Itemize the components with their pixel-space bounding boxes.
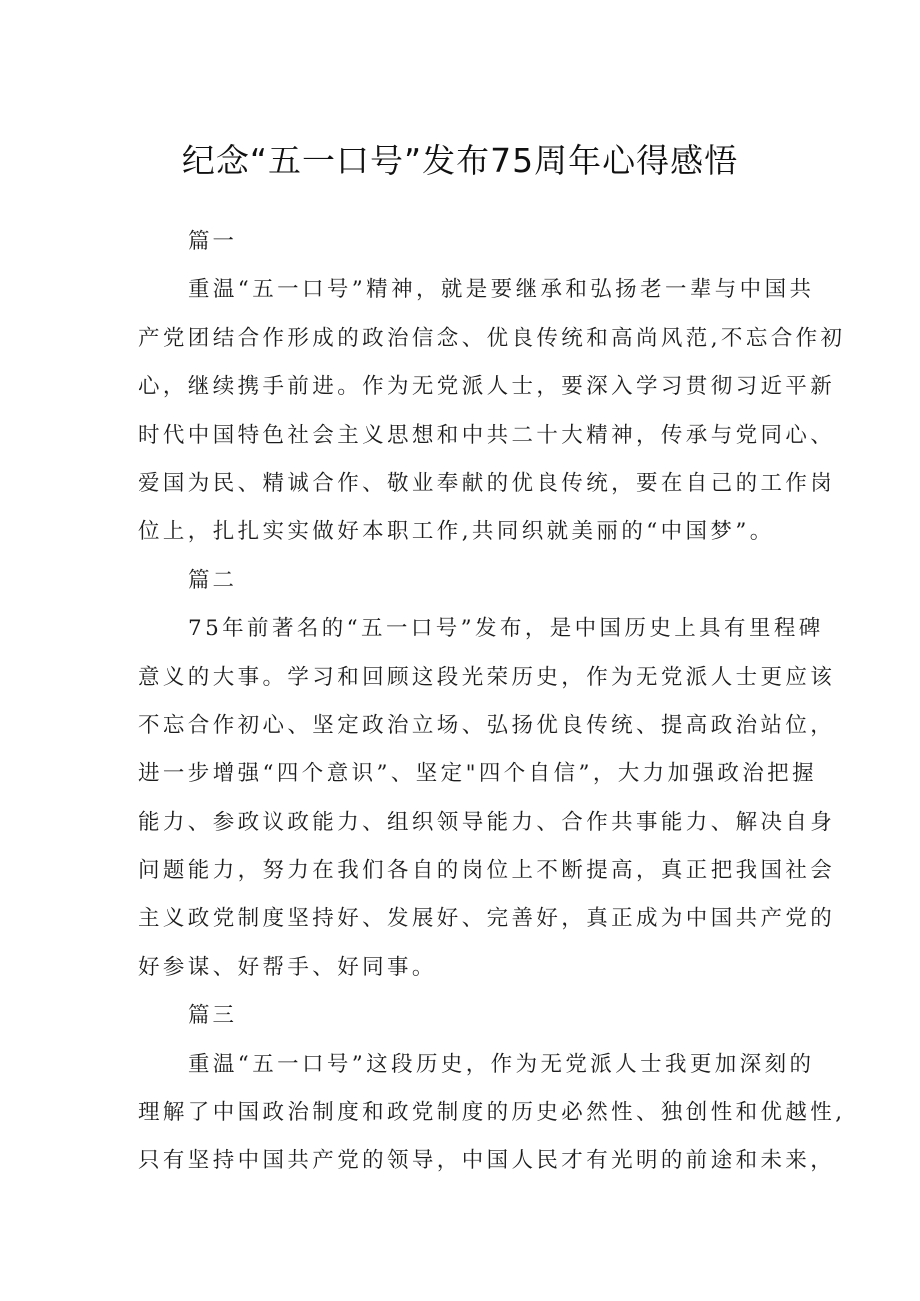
paragraph-line: 心，继续携手前进。作为无党派人士，要深入学习贯彻习近平新 xyxy=(138,374,836,400)
paragraph-line: 问题能力，努力在我们各自的岗位上不断提高，真正把我国社会 xyxy=(138,858,836,884)
paragraph-line: 好参谋、好帮手、好同事。 xyxy=(138,954,437,980)
paragraph-line: 只有坚持中国共产党的领导，中国人民才有光明的前途和未来， xyxy=(138,1148,836,1174)
section-heading: 篇二 xyxy=(188,567,238,593)
section-heading: 篇三 xyxy=(188,1003,238,1029)
document-body xyxy=(138,218,846,1186)
paragraph-line: 产党团结合作形成的政治信念、优良传统和高尚风范,不忘合作初 xyxy=(138,325,846,351)
paragraph-line: 主义政党制度坚持好、发展好、完善好，真正成为中国共产党的 xyxy=(138,906,836,932)
paragraph-line: 意义的大事。学习和回顾这段光荣历史，作为无党派人士更应该 xyxy=(138,664,836,690)
paragraph-line: 爱国为民、精诚合作、敬业奉献的优良传统，要在自己的工作岗 xyxy=(138,470,836,496)
paragraph-line: 位上，扎扎实实做好本职工作,共同织就美丽的“中国梦”。 xyxy=(138,519,775,545)
paragraph-line: 理解了中国政治制度和政党制度的历史必然性、独创性和优越性, xyxy=(138,1100,846,1126)
paragraph-line: 75年前著名的“五一口号”发布，是中国历史上具有里程碑 xyxy=(188,616,824,642)
section-heading: 篇一 xyxy=(188,229,238,254)
paragraph-line: 不忘合作初心、坚定政治立场、弘扬优良传统、提高政治站位， xyxy=(138,712,836,738)
paragraph-line: 重温“五一口号”这段历史，作为无党派人士我更加深刻的 xyxy=(188,1051,815,1077)
document-title: 纪念“五一口号”发布75周年心得感悟 xyxy=(181,141,739,180)
paragraph-line: 重温“五一口号”精神，就是要继承和弘扬老一辈与中国共 xyxy=(188,277,815,303)
paragraph-line: 时代中国特色社会主义思想和中共二十大精神，传承与党同心、 xyxy=(138,422,836,448)
paragraph-line: 进一步增强“四个意识”、坚定"四个自信”，大力加强政治把握 xyxy=(138,761,817,787)
paragraph-line: 能力、参政议政能力、组织领导能力、合作共事能力、解决自身 xyxy=(138,809,836,835)
